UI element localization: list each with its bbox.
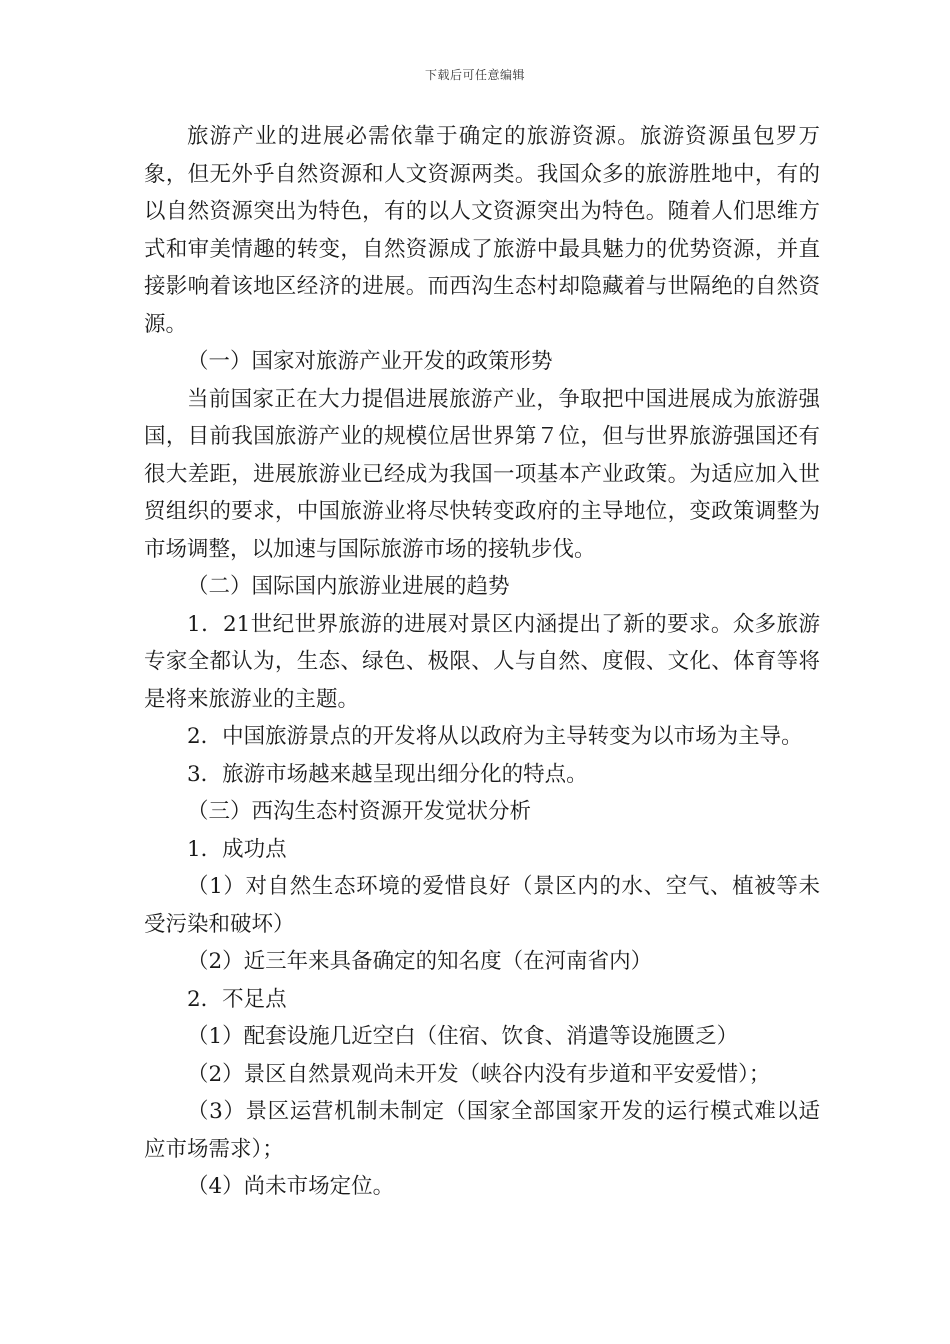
list-item-strength-2: （2）近三年来具备确定的知名度（在河南省内） bbox=[187, 949, 653, 974]
document-body bbox=[144, 118, 820, 1206]
paragraph-intro: 旅游产业的进展必需依靠于确定的旅游资源。旅游资源虽包罗万象，但无外乎自然资源和人文资源两类。我国众多的旅游胜地中，有的以自然资源突出为特色，有的以人文资源突出为特色。随着人们思维方式和审美情趣的转变，自然资源成了旅游中最具魅力的优势资源，并直接影响着该地区经济的进展。而西沟生态村却隐藏着与世隔绝的自然资源。 bbox=[144, 124, 820, 337]
section-heading-trends: （二）国际国内旅游业进展的趋势 bbox=[187, 574, 510, 599]
list-item-weakness-2: （2）景区自然景观尚未开发（峡谷内没有步道和平安爱惜）； bbox=[187, 1061, 771, 1087]
subheading-strengths: 1．成功点 bbox=[187, 836, 287, 862]
list-item-weakness-1: （1）配套设施几近空白（住宿、饮食、消遣等设施匮乏） bbox=[187, 1024, 739, 1049]
list-item-trend-1: 1．21世纪世界旅游的进展对景区内涵提出了新的要求。众多旅游专家全都认为，生态、绿色、极限、人与自然、度假、文化、体育等将是将来旅游业的主题。 bbox=[144, 611, 820, 712]
section-heading-policy: （一）国家对旅游产业开发的政策形势 bbox=[187, 349, 553, 374]
paragraph-policy: 当前国家正在大力提倡进展旅游产业，争取把中国进展成为旅游强国，目前我国旅游产业的规模位居世界第７位，但与世界旅游强国还有很大差距，进展旅游业已经成为我国一项基本产业政策。为适应加入世贸组织的要求，中国旅游业将尽快转变政府的主导地位，变政策调整为市场调整，以加速与国际旅游市场的接轨步伐。 bbox=[144, 386, 820, 562]
list-item-weakness-4: （4）尚未市场定位。 bbox=[187, 1174, 395, 1199]
list-item-trend-3: 3．旅游市场越来越呈现出细分化的特点。 bbox=[187, 761, 588, 787]
page-header: 下载后可任意编辑 bbox=[424, 68, 525, 82]
list-item-weakness-3: （3）景区运营机制未制定（国家全部国家开发的运行模式难以适应市场需求）； bbox=[144, 1099, 820, 1162]
list-item-trend-2: 2．中国旅游景点的开发将从以政府为主导转变为以市场为主导。 bbox=[187, 724, 803, 749]
section-heading-analysis: （三）西沟生态村资源开发觉状分析 bbox=[187, 799, 532, 824]
list-item-strength-1: （1）对自然生态环境的爱惜良好（景区内的水、空气、植被等未受污染和破坏） bbox=[144, 874, 820, 937]
subheading-weaknesses: 2．不足点 bbox=[187, 986, 287, 1012]
